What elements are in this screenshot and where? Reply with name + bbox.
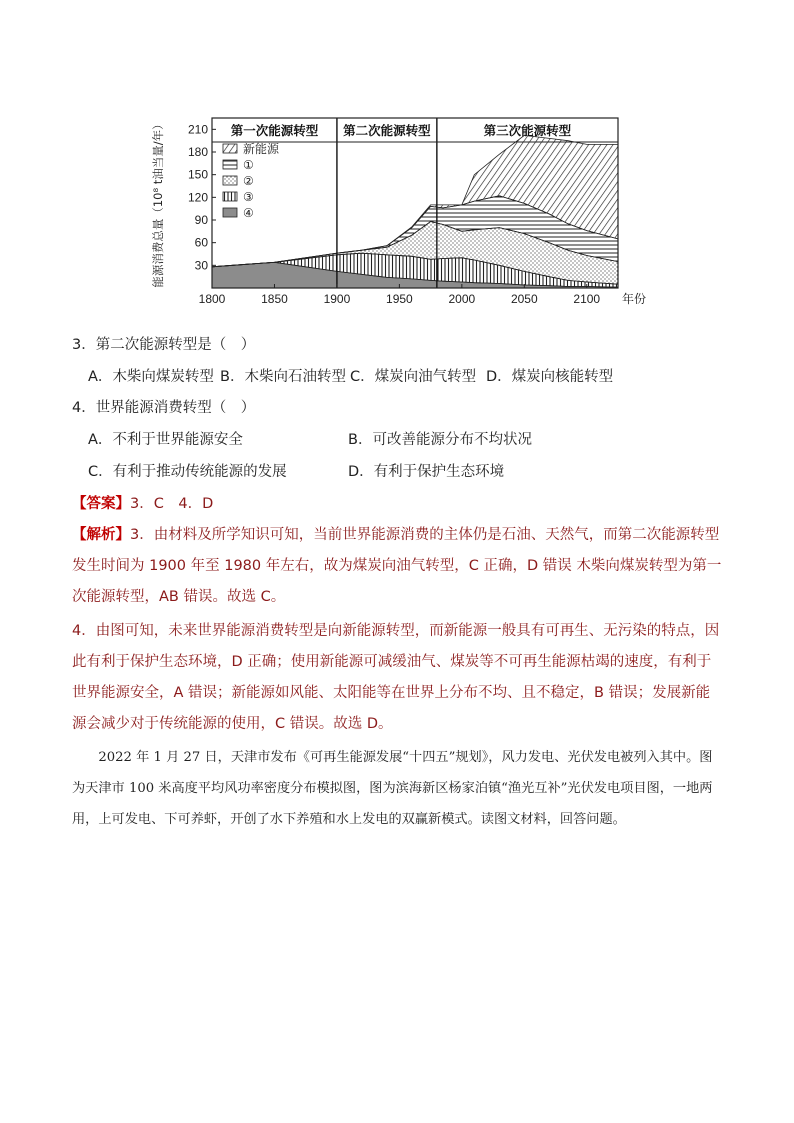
q3-option-c: C．煤炭向油气转型: [350, 369, 477, 385]
y-tick-label: 210: [187, 122, 208, 137]
legend-swatch: [223, 176, 237, 185]
y-axis-label: 能源消费总量（10⁸ t油当量/年）: [151, 118, 165, 288]
chart-legend: [223, 141, 280, 220]
y-tick-label: 90: [194, 213, 208, 227]
y-tick-label: 30: [194, 258, 208, 273]
answer-line: [72, 494, 213, 514]
q4-option-b: B．可改善能源分布不均状况: [348, 432, 532, 448]
x-axis-unit: 年份: [622, 292, 647, 306]
analysis-heading: 【解析】: [72, 527, 130, 543]
phase-label: 第二次能源转型: [343, 123, 431, 138]
y-tick-label: 60: [194, 235, 208, 250]
x-tick-label: 2050: [510, 292, 538, 306]
analysis-q3-text: 3．由材料及所学知识可知，当前世界能源消费的主体仍是石油、天然气，而第二次能源转型发生时间为 1900 年至 1980 年左右，故为煤炭向油气转型，C 正确，D 错误 木柴向煤炭转型为第一次能源转型，AB 错误。故选 C。: [72, 527, 722, 605]
legend-label: ④: [243, 206, 254, 220]
q4-option-a: A．不利于世界能源安全: [88, 432, 243, 448]
legend-label: ①: [243, 158, 254, 172]
q3-option-d: D．煤炭向核能转型: [486, 369, 614, 385]
q4-option-d: D．有利于保护生态环境: [348, 464, 505, 480]
question-3-stem: 3．第二次能源转型是（ ）: [72, 337, 256, 353]
legend-swatch: [223, 192, 237, 201]
legend-swatch: [223, 208, 237, 217]
chart-areas: [212, 135, 618, 288]
legend-label: ③: [243, 190, 254, 204]
y-tick-label: 180: [187, 145, 208, 159]
y-tick-label: 150: [187, 167, 208, 182]
y-tick-label: 120: [187, 190, 208, 205]
x-tick-label: 2100: [573, 292, 601, 306]
x-tick-label: 1900: [323, 292, 351, 306]
material-paragraph: 2022 年 1 月 27 日，天津市发布《可再生能源发展“十四五”规划》，风力发电、光伏发电被列入其中。图为天津市 100 米高度平均风功率密度分布模拟图，图为滨海新区杨家泊镇“渔光互补”光伏发电项目图，一地两用，上可发电、下可养虾，开创了水下养殖和水上发电的双赢新模式。读图文材料，回答问题。: [72, 750, 713, 827]
legend-label: 新能源: [243, 142, 280, 156]
x-tick-label: 1800: [198, 292, 226, 306]
legend-swatch: [223, 160, 237, 169]
energy-transition-chart: [150, 108, 650, 308]
x-tick-label: 1850: [261, 292, 288, 306]
legend-label: ②: [243, 174, 254, 188]
analysis-q4: 4．由图可知，未来世界能源消费转型是向新能源转型，而新能源一般具有可再生、无污染的特点，因此有利于保护生态环境，D 正确；使用新能源可减缓油气、煤炭等不可再生能源枯竭的速度，有利于世界能源安全，A 错误；新能源如风能、太阳能等在世界上分布不均、且不稳定，B 错误；发展新能源会减少对于传统能源的使用，C 错误。故选 D。: [72, 623, 720, 732]
x-tick-label: 1950: [386, 292, 413, 306]
phase-label: 第三次能源转型: [483, 123, 572, 138]
q3-option-a: A．木柴向煤炭转型: [88, 369, 214, 385]
answer-text: 3．C 4．D: [130, 496, 214, 512]
legend-swatch: [223, 144, 237, 153]
question-4-stem: 4．世界能源消费转型（ ）: [72, 400, 256, 416]
x-tick-label: 2000: [448, 292, 476, 306]
q3-option-b: B．木柴向石油转型: [220, 369, 346, 385]
analysis-q3: [72, 520, 724, 613]
answer-heading: 【答案】: [72, 496, 130, 512]
phase-label: 第一次能源转型: [230, 123, 319, 138]
q4-option-c: C．有利于推动传统能源的发展: [88, 464, 287, 480]
